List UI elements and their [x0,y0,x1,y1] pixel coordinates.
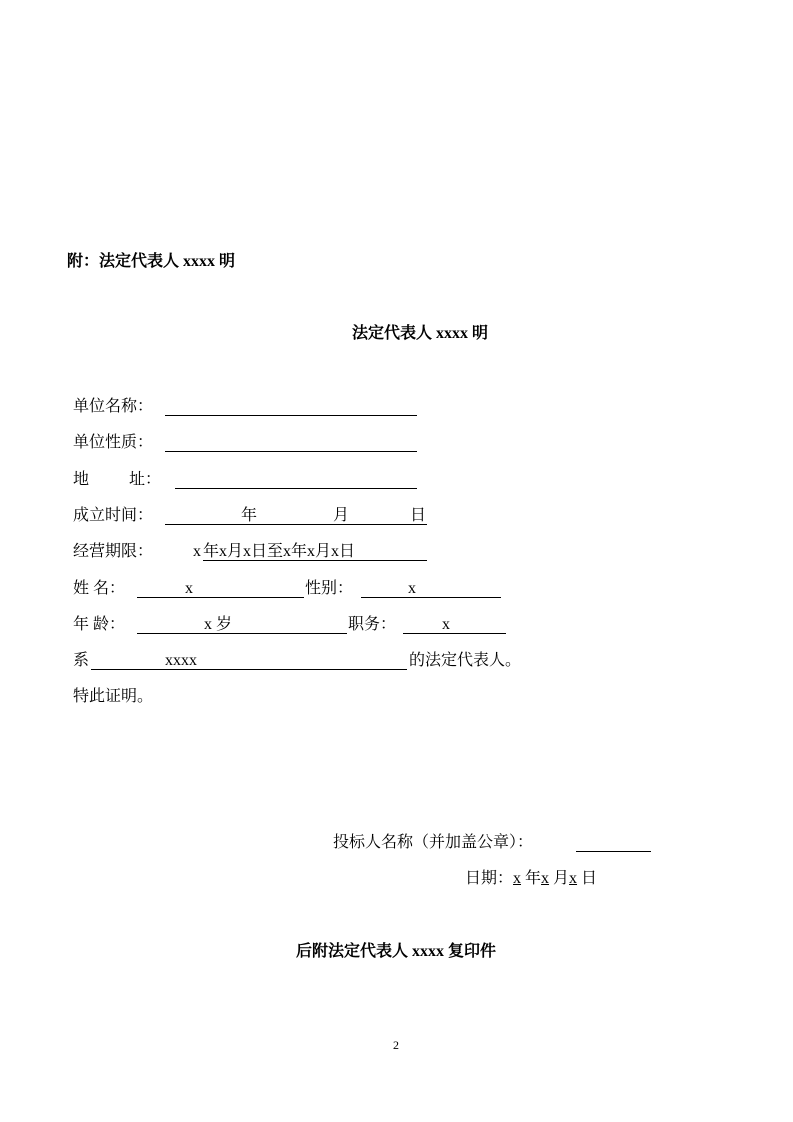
of-prefix: 系 [73,652,90,669]
of-suffix: 的法定代表人。 [409,652,522,669]
name-label: 姓 名： [73,580,126,597]
bidder-label: 投标人名称（并加盖公章）： [333,834,534,851]
certify-text: 特此证明。 [73,688,154,705]
bidder-field[interactable] [576,851,651,852]
age-field[interactable] [137,633,347,634]
day-unit: 日 [581,870,598,887]
company-field[interactable] [91,669,407,670]
established-field[interactable] [165,524,427,525]
term-label: 经营期限： [73,543,154,560]
term-prefix: x [193,543,201,560]
date-day[interactable]: x [569,870,578,887]
page-title: 法定代表人 xxxx 明 [352,325,489,342]
unit-nature-field[interactable] [165,451,417,452]
address-label-2: 址： [129,471,162,488]
date-label: 日期： [465,870,514,887]
address-label-1: 地 [73,471,90,488]
date-year[interactable]: x [513,870,522,887]
name-value: x [185,580,193,597]
position-value: x [442,616,450,633]
age-label: 年 龄： [73,616,126,633]
age-value: x 岁 [204,616,233,633]
gender-value: x [408,580,416,597]
position-label: 职务： [348,616,397,633]
unit-name-label: 单位名称： [73,398,154,415]
unit-name-field[interactable] [165,415,417,416]
established-month: 月 [333,507,350,524]
header-note: 附：法定代表人 xxxx 明 [67,253,236,270]
date-month[interactable]: x [541,870,550,887]
date-line [465,869,597,889]
name-field[interactable] [137,597,304,598]
footer-note: 后附法定代表人 xxxx 复印件 [296,943,497,960]
established-day: 日 [410,507,427,524]
gender-label: 性别： [305,580,354,597]
page-number: 2 [393,1038,399,1052]
term-value: 年x月x日至x年x月x日 [203,543,356,560]
address-field[interactable] [175,488,417,489]
position-field[interactable] [403,633,506,634]
established-label: 成立时间： [73,507,154,524]
year-unit: 年 [525,870,542,887]
month-unit: 月 [553,870,570,887]
gender-field[interactable] [361,597,501,598]
company-value: xxxx [165,652,197,669]
unit-nature-label: 单位性质： [73,434,154,451]
established-year: 年 [241,507,258,524]
